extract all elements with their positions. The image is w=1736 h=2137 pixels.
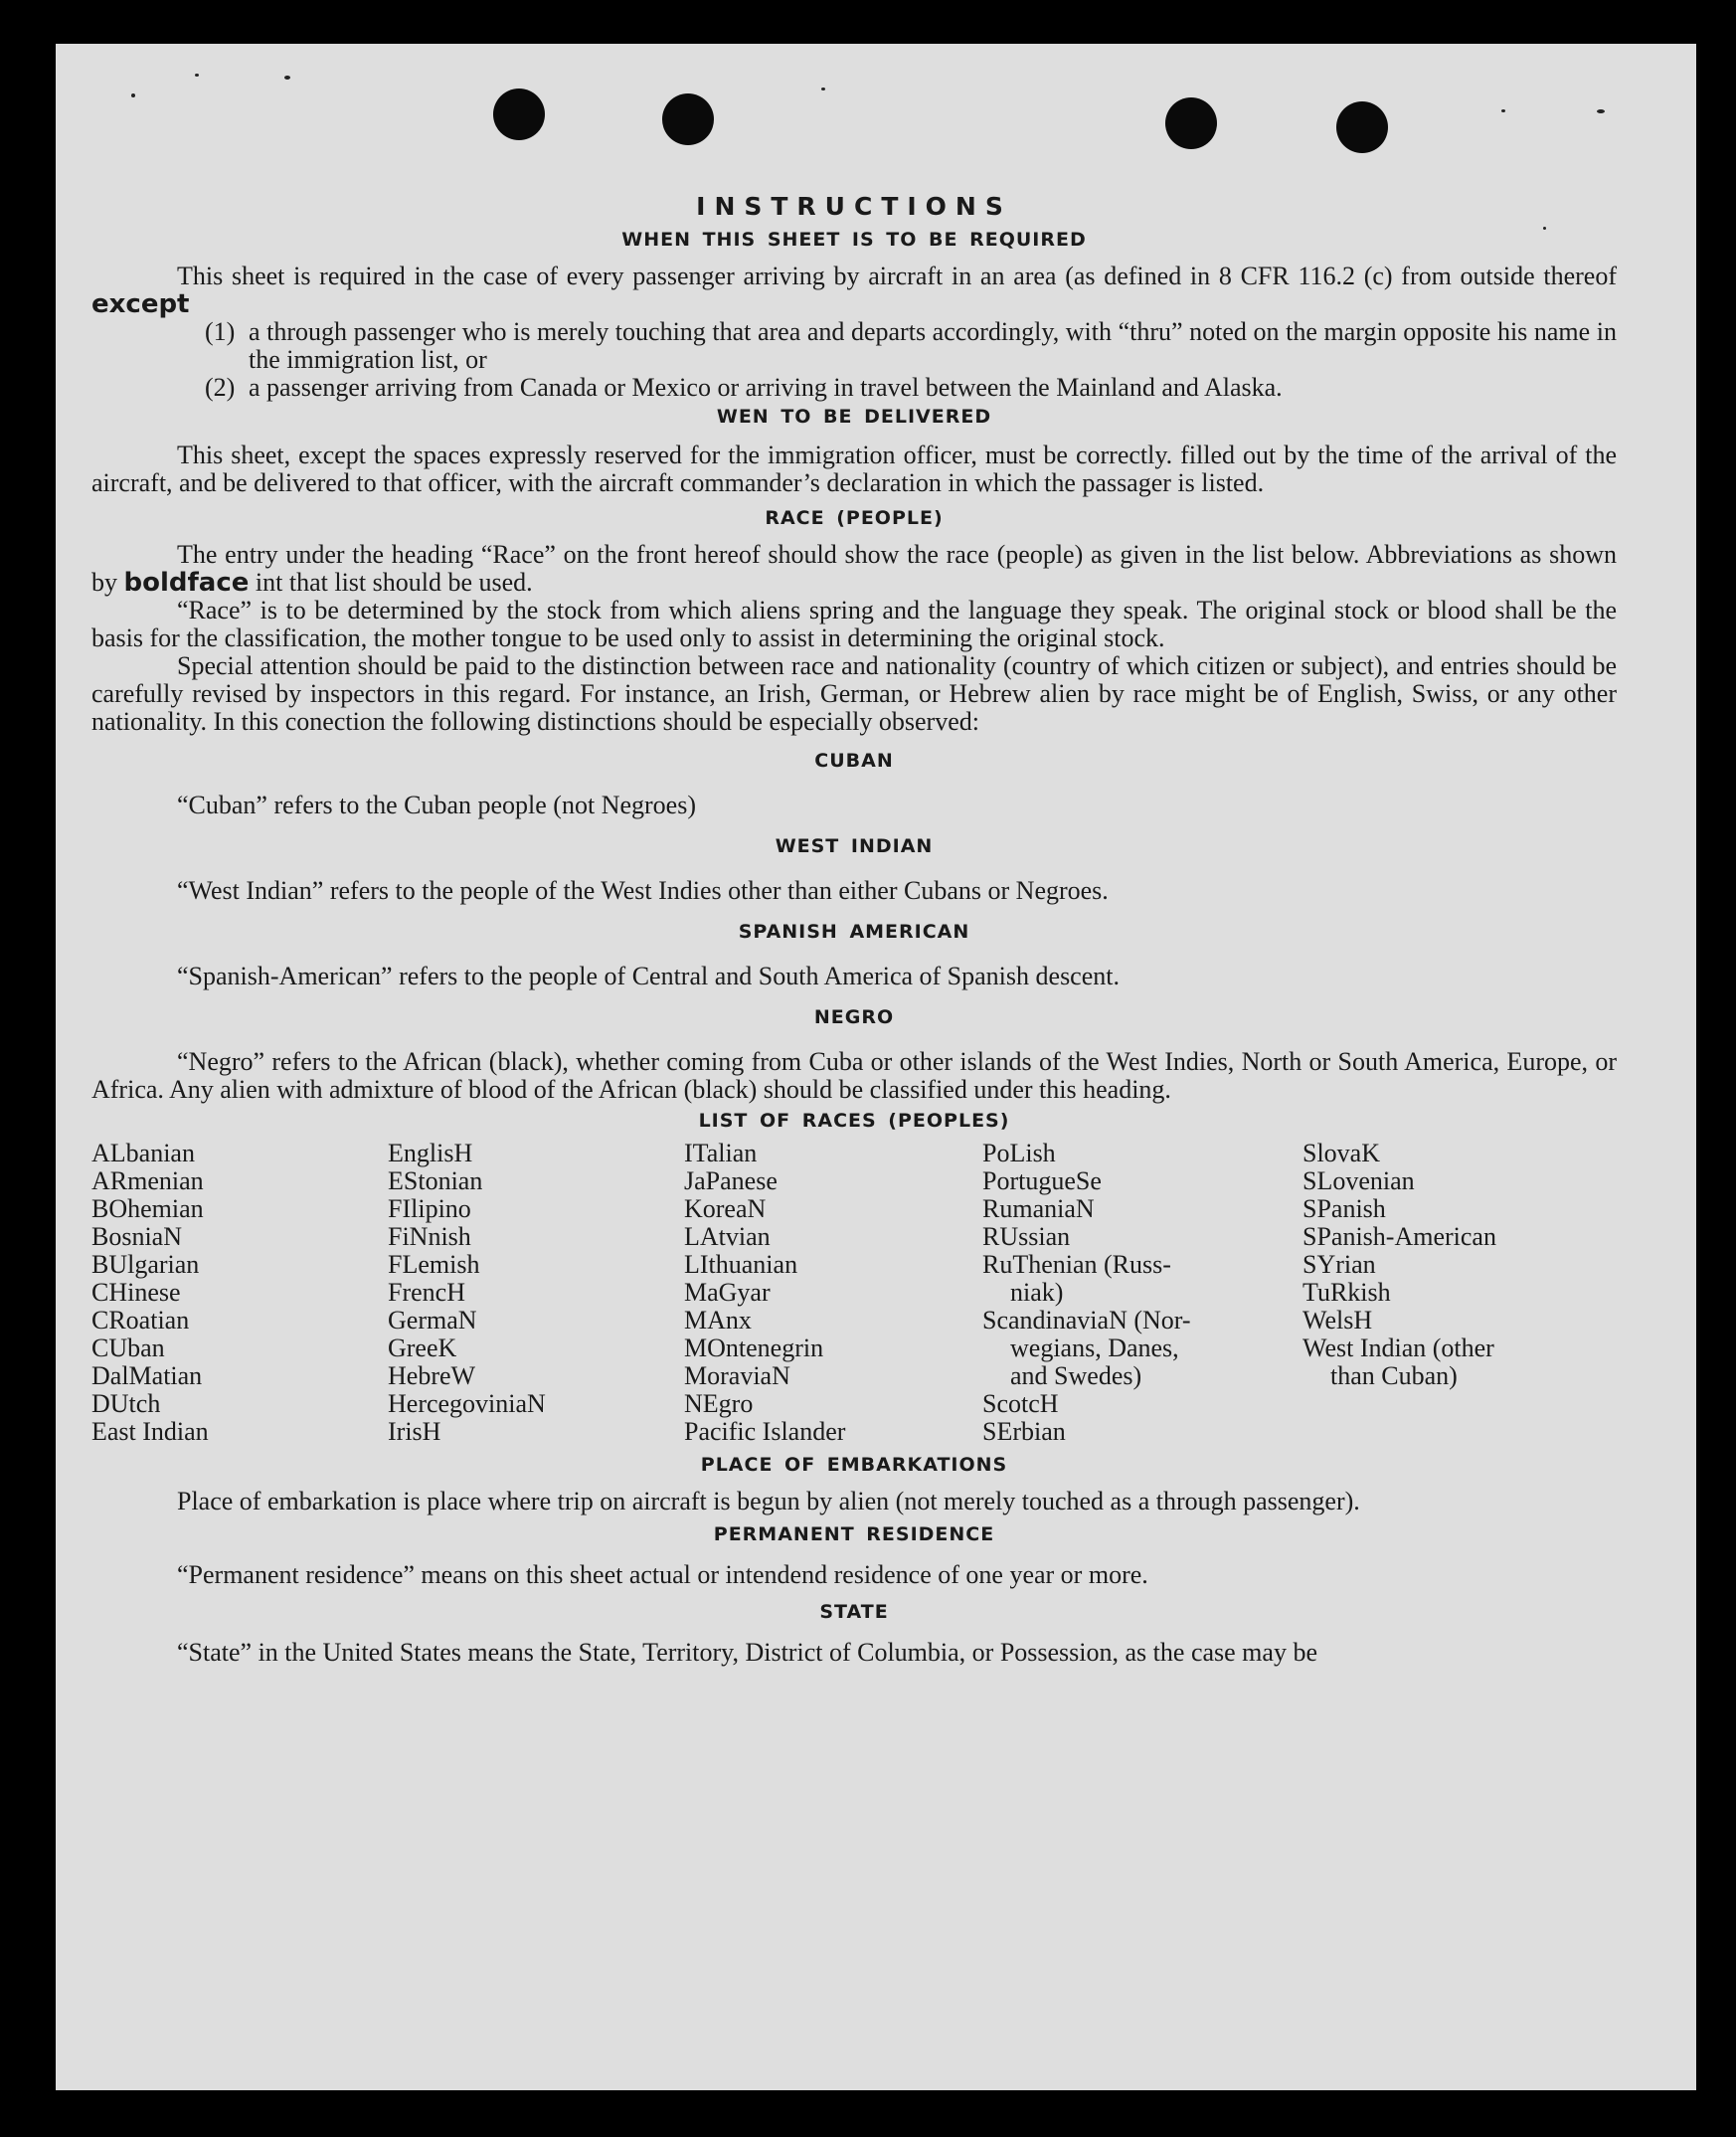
race-entry: LAtvian xyxy=(684,1222,771,1251)
race-entry: HebreW xyxy=(388,1361,476,1390)
race-entry: BUlgarian xyxy=(91,1250,200,1279)
race-entry: RumaniaN xyxy=(982,1194,1095,1223)
section-heading-spanish-american: SPANISH AMERICAN xyxy=(738,921,970,943)
race-paragraph-1-end: int that list should be used. xyxy=(255,568,533,597)
race-entry: DalMatian xyxy=(91,1361,203,1390)
race-entry: IrisH xyxy=(388,1417,441,1446)
section-heading-residence: PERMANENT RESIDENCE xyxy=(713,1523,995,1545)
race-entry: CUban xyxy=(91,1334,165,1362)
race-paragraph-1-text: The entry under the heading “Race” on the front hereof should show the race (people) as given in the list below. Abbreviations as shown by xyxy=(91,540,1617,597)
races-column xyxy=(982,1140,1302,1446)
required-intro xyxy=(91,263,1617,318)
races-column xyxy=(91,1140,388,1446)
list-item-text: a passenger arriving from Canada or Mexico or arriving in travel between the Mainland and Alaska. xyxy=(249,373,1283,402)
list-item-number: (2) xyxy=(205,373,236,402)
race-entry: MOntenegrin xyxy=(684,1334,824,1362)
race-entry: BosniaN xyxy=(91,1222,182,1251)
race-entry: RuThenian (Russ- xyxy=(982,1250,1171,1279)
required-intro-text: This sheet is required in the case of every passenger arriving by aircraft in an area (as defined in 8 CFR 116.2 (c) from outside thereof xyxy=(177,262,1617,290)
race-entry: Pacific Islander xyxy=(684,1417,846,1446)
list-item-number: (1) xyxy=(205,317,236,346)
race-paragraph-2: “Race” is to be determined by the stock from which aliens spring and the language they speak. The original stock or blood shall be the basis for the classification, the mother tongue to be used only to assist in determining the original stock. xyxy=(91,596,1617,652)
state-text: “State” in the United States means the State, Territory, District of Columbia, or Possession, as the case may be xyxy=(177,1638,1317,1667)
boldface-keyword: boldface xyxy=(123,568,250,598)
speck xyxy=(1597,109,1605,113)
speck xyxy=(821,88,825,90)
punch-hole xyxy=(662,93,714,145)
race-entry: FrencH xyxy=(388,1278,465,1307)
race-entry: MoraviaN xyxy=(684,1361,790,1390)
race-paragraph-1 xyxy=(91,541,1617,597)
race-entry: SYrian xyxy=(1302,1250,1376,1279)
race-entry: and Swedes) xyxy=(1010,1361,1142,1390)
race-entry: West Indian (other xyxy=(1302,1334,1494,1362)
document-page xyxy=(56,44,1696,2090)
punch-hole xyxy=(1165,97,1217,149)
section-heading-delivered: WEN TO BE DELIVERED xyxy=(716,406,992,428)
section-heading-required: WHEN THIS SHEET IS TO BE REQUIRED xyxy=(621,229,1087,251)
race-entry: ScandinaviaN (Nor- xyxy=(982,1306,1191,1335)
races-column xyxy=(388,1140,684,1446)
list-item xyxy=(205,318,1617,374)
section-heading-state: STATE xyxy=(819,1601,889,1623)
race-entry: CRoatian xyxy=(91,1306,190,1335)
delivered-text: This sheet, except the spaces expressly reserved for the immigration officer, must be correctly. filled out by the time of the arrival of the aircraft, and be delivered to that officer, with the aircraft commander’s declaration in which the passager is listed. xyxy=(91,441,1617,497)
instructions-content xyxy=(91,189,1617,1667)
speck xyxy=(1501,109,1505,112)
race-entry: SErbian xyxy=(982,1417,1066,1446)
race-entry: niak) xyxy=(1010,1278,1064,1307)
list-item xyxy=(205,374,1617,402)
except-keyword: except xyxy=(91,289,190,319)
race-entry: WelsH xyxy=(1302,1306,1373,1335)
race-entry: FiNnish xyxy=(388,1222,471,1251)
race-entry: SPanish xyxy=(1302,1194,1386,1223)
punch-hole xyxy=(1336,101,1388,153)
race-entry: DUtch xyxy=(91,1389,161,1418)
race-entry: ALbanian xyxy=(91,1139,195,1167)
speck xyxy=(284,76,290,80)
speck xyxy=(195,74,199,77)
race-entry: LIthuanian xyxy=(684,1250,798,1279)
races-column xyxy=(1302,1140,1591,1446)
race-entry: JaPanese xyxy=(684,1166,778,1195)
spanish-american-text: “Spanish-American” refers to the people of Central and South America of Spanish descent. xyxy=(177,962,1120,990)
race-entry: ITalian xyxy=(684,1139,758,1167)
speck xyxy=(131,93,135,97)
embarkation-text: Place of embarkation is place where trip on aircraft is begun by alien (not merely touched as a through passenger). xyxy=(177,1487,1360,1515)
race-entry: East Indian xyxy=(91,1417,209,1446)
race-entry: wegians, Danes, xyxy=(1010,1334,1179,1362)
race-entry: FIlipino xyxy=(388,1194,471,1223)
residence-text: “Permanent residence” means on this sheet actual or intendend residence of one year or more. xyxy=(177,1560,1148,1589)
races-column xyxy=(684,1140,982,1446)
section-heading-embarkations: PLACE OF EMBARKATIONS xyxy=(700,1454,1008,1476)
race-entry: EnglisH xyxy=(388,1139,473,1167)
race-entry: KoreaN xyxy=(684,1194,767,1223)
section-heading-races: LIST OF RACES (PEOPLES) xyxy=(698,1110,1010,1132)
section-heading-cuban: CUBAN xyxy=(814,750,894,772)
race-entry: CHinese xyxy=(91,1278,181,1307)
race-entry: MaGyar xyxy=(684,1278,771,1307)
race-entry: HercegoviniaN xyxy=(388,1389,546,1418)
race-entry: ARmenian xyxy=(91,1166,204,1195)
race-entry: TuRkish xyxy=(1302,1278,1391,1307)
page-title: INSTRUCTIONS xyxy=(696,192,1012,221)
list-item-text: a through passenger who is merely touching that area and departs accordingly, with “thru” noted on the margin opposite his name in the immigration list, or xyxy=(249,317,1617,374)
race-entry: SPanish-American xyxy=(1302,1222,1496,1251)
race-entry: PoLish xyxy=(982,1139,1056,1167)
race-entry: PortugueSe xyxy=(982,1166,1102,1195)
race-entry: FLemish xyxy=(388,1250,480,1279)
race-entry: BOhemian xyxy=(91,1194,204,1223)
race-entry: RUssian xyxy=(982,1222,1071,1251)
west-indian-text: “West Indian” refers to the people of the West Indies other than either Cubans or Negroes. xyxy=(177,876,1109,905)
negro-text: “Negro” refers to the African (black), whether coming from Cuba or other islands of the West Indies, North or South America, Europe, or Africa. Any alien with admixture of blood of the African (black) should be classified under this heading. xyxy=(91,1047,1617,1104)
race-entry: NEgro xyxy=(684,1389,754,1418)
race-entry: ScotcH xyxy=(982,1389,1059,1418)
race-entry: SlovaK xyxy=(1302,1139,1380,1167)
section-heading-negro: NEGRO xyxy=(813,1006,895,1028)
section-heading-west-indian: WEST INDIAN xyxy=(775,835,934,857)
race-entry: MAnx xyxy=(684,1306,752,1335)
race-entry: GermaN xyxy=(388,1306,477,1335)
race-entry: GreeK xyxy=(388,1334,457,1362)
race-paragraph-3: Special attention should be paid to the distinction between race and nationality (country of which citizen or subject), and entries should be carefully revised by inspectors in this regard. For instance, an Irish, German, or Hebrew alien by race might be of English, Swiss, or any other nationality. In this conection the following distinctions should be especially observed: xyxy=(91,651,1617,736)
section-heading-race: RACE (PEOPLE) xyxy=(765,507,944,529)
punch-hole xyxy=(493,89,545,140)
cuban-text: “Cuban” refers to the Cuban people (not Negroes) xyxy=(177,791,696,819)
race-entry: than Cuban) xyxy=(1330,1361,1458,1390)
races-list xyxy=(91,1140,1617,1446)
race-entry: SLovenian xyxy=(1302,1166,1415,1195)
race-entry: EStonian xyxy=(388,1166,483,1195)
